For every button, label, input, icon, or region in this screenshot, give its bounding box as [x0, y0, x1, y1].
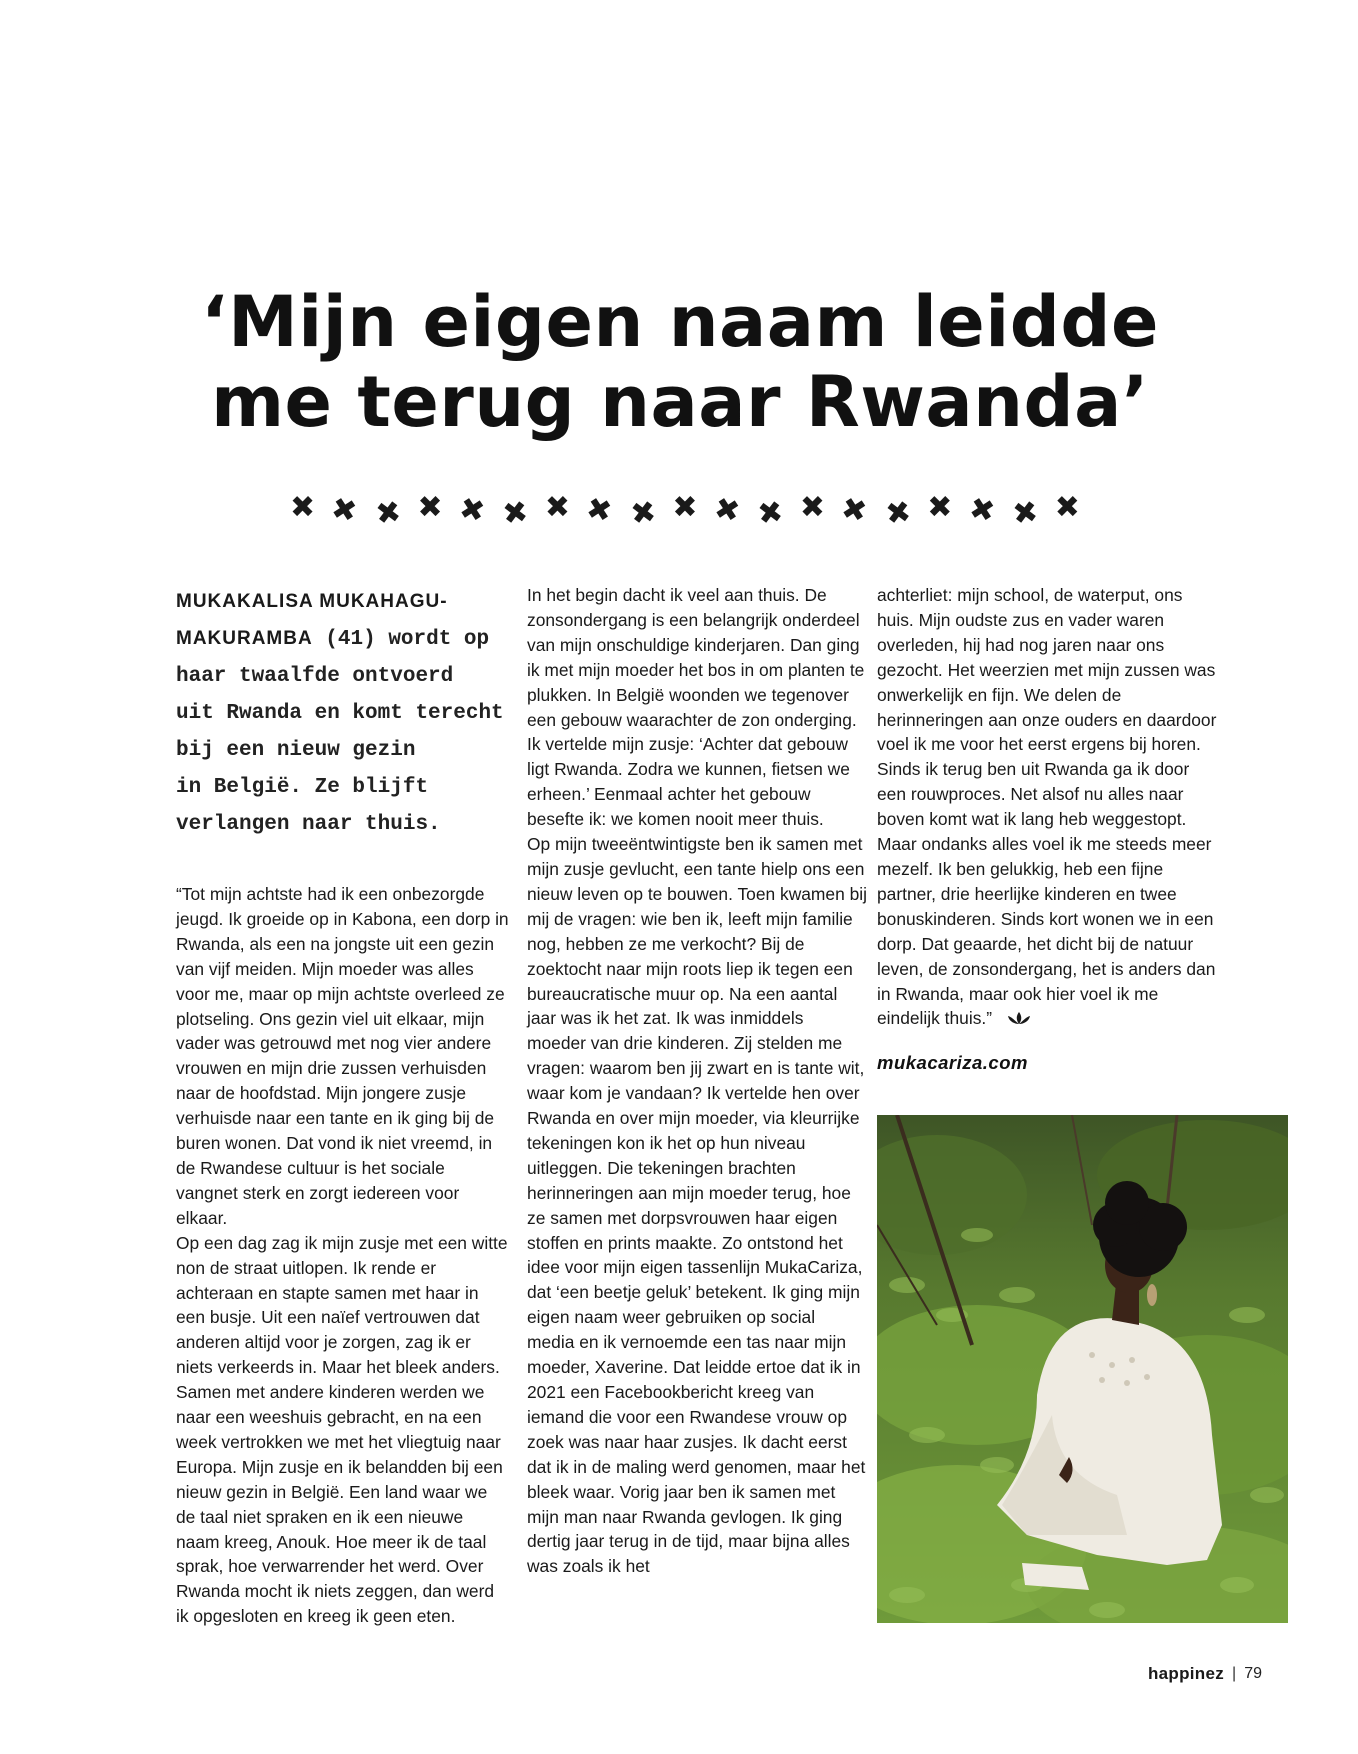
- paragraph: Op mijn tweeëntwintigste ben ik samen met mijn zusje gevlucht, een tante hielp ons een nieuw leven op te bouwen. Toen kwamen bij mij de vragen: wie ben ik, leeft mijn familie nog, hebben ze me verkocht? Bij de zoektocht naar mijn roots liep ik tegen een bureaucratische muur op. Na een aantal jaar was ik het zat. Ik was inmiddels moeder van drie kinderen. Zij stelden me vragen: waarom ben jij zwart en is tante wit, waar kom je vandaan? Ik vertelde hen over Rwanda en over mijn moeder, via kleurrijke tekeningen kon ik het op hun niveau uitleggen. Die tekeningen brachten herinneringen aan mijn moeder terug, hoe ze samen met dorpsvrouwen haar eigen stoffen en prints maakte. Zo ontstond het idee voor mijn eigen tassenlijn MukaCariza, dat ‘een beetje geluk’ betekent. Ik ging mijn eigen naam weer gebruiken op social media en ik vernoemde een tas naar mijn moeder, Xaverine. Dat leidde ertoe dat ik in 2021 een Facebookbericht kreeg van iemand die voor een Rwandese vrouw op zoek was naar haar zusjes. Ik dacht eerst dat ik in de maling werd genomen, maar het bleek waar. Vorig jaar ben ik samen met mijn man naar Rwanda gevlogen. Ik ging dertig jaar terug in de tijd, maar bijna alles was zoals ik het: [527, 834, 867, 1577]
- cross-stitch-icon: ✖: [373, 494, 404, 533]
- headline-line-2: me terug naar Rwanda’: [211, 361, 1149, 443]
- cross-stitch-icon: ✖: [1054, 490, 1080, 525]
- intro-name: MAKURAMBA: [176, 628, 313, 649]
- footer-separator: |: [1232, 1665, 1237, 1682]
- intro-text: in België. Ze blijft: [176, 776, 429, 799]
- cross-stitch-icon: ✖: [500, 494, 531, 533]
- page-number: 79: [1244, 1665, 1262, 1682]
- magazine-brand: happinez: [1147, 1664, 1225, 1683]
- paragraph: Op een dag zag ik mijn zusje met een witte non de straat uitlopen. Ik rende er achteraan en stapte samen met haar in een busje. Uit een naïef vertrouwen dat anderen altijd voor je zorgen, zag ik er niets verkeerds in. Maar het bleek anders. Samen met andere kinderen werden we naar een weeshuis gebracht, en na een week vertrokken we met het vliegtuig naar Europa. Mijn zusje en ik belandden bij een nieuw gezin in België. Een land waar we de taal niet spraken en ik een nieuwe naam kreeg, Anouk. Hoe meer ik de taal sprak, hoe verwarrender het werd. Over Rwanda mocht ik niets zeggen, dan werd ik opgesloten en kreeg ik geen eten.: [176, 1232, 508, 1627]
- cross-stitch-icon: ✖: [965, 490, 998, 531]
- portrait-photo: [877, 1115, 1288, 1623]
- cross-stitch-icon: ✖: [799, 490, 825, 525]
- column-3: [877, 583, 1217, 1032]
- cross-stitch-icon: ✖: [628, 494, 659, 533]
- column-1: [176, 882, 511, 1629]
- cross-stitch-icon: ✖: [838, 490, 871, 531]
- intro-text: verlangen naar thuis.: [176, 813, 441, 836]
- paragraph: “Tot mijn achtste had ik een onbezorgde jeugd. Ik groeide op in Kabona, een dorp in Rwanda, als een na jongste uit een gezin van vijf meiden. Mijn moeder was alles voor me, maar op mijn achtste overleed ze plotseling. Ons gezin viel uit elkaar, mijn vader was getrouwd met nog vier andere vrouwen en mijn drie zussen verhuisden naar de hoofdstad. Mijn jongere zusje verhuisde naar een tante en ik ging bij de buren wonen. Dat vond ik niet vreemd, in de Rwandese cultuur is het sociale vangnet sterk en zorgt iedereen voor elkaar.: [176, 884, 509, 1228]
- intro-name: MUKAKALISA MUKAHAGU-: [176, 591, 448, 612]
- intro-text: haar twaalfde ontvoerd: [176, 665, 454, 688]
- cross-stitch-icon: ✖: [290, 490, 316, 525]
- cross-stitch-icon: ✖: [755, 494, 786, 533]
- cross-stitch-icon: ✖: [328, 490, 361, 531]
- cross-stitch-icon: ✖: [927, 490, 953, 525]
- cross-stitch-icon: ✖: [883, 494, 914, 533]
- intro-text: uit Rwanda en komt terecht: [176, 702, 504, 725]
- cross-stitch-icon: ✖: [544, 490, 571, 525]
- paragraph: In het begin dacht ik veel aan thuis. De zonsondergang is een belangrijk onderdeel van mijn onschuldige kinderjaren. Dan ging ik met mijn moeder het bos in om planten te plukken. In België woonden we tegenover een gebouw waarachter de zon onderging. Ik vertelde mijn zusje: ‘Achter dat gebouw ligt Rwanda. Zodra we kunnen, fietsen we erheen.’ Eenmaal achter het gebouw besefte ik: we komen nooit meer thuis.: [527, 585, 865, 830]
- cross-stitch-icon: ✖: [456, 490, 488, 531]
- paragraph: [877, 583, 1217, 1032]
- website-link[interactable]: mukacariza.com: [877, 1052, 1028, 1073]
- intro-text: (41) wordt op: [312, 628, 490, 651]
- headline: [140, 282, 1220, 442]
- cross-stitch-divider: [290, 488, 1080, 533]
- lotus-icon: [1006, 1007, 1032, 1032]
- intro-text: bij een nieuw gezin: [176, 739, 416, 762]
- cross-stitch-icon: ✖: [710, 490, 743, 531]
- cross-stitch-icon: ✖: [583, 490, 616, 531]
- headline-line-1: ‘Mijn eigen naam leidde: [201, 281, 1159, 363]
- column-2: [527, 583, 867, 1579]
- cross-stitch-icon: ✖: [672, 490, 698, 525]
- page-footer: [1148, 1664, 1262, 1684]
- cross-stitch-icon: ✖: [417, 490, 443, 525]
- cross-stitch-icon: ✖: [1010, 494, 1041, 533]
- intro-lead: [176, 583, 511, 843]
- paragraph-text: achterliet: mijn school, de waterput, ons huis. Mijn oudste zus en vader waren overleden, hij had nog jaren naar ons gezocht. Het weerzien met mijn zussen was onwerkelijk en fijn. We delen de herinneringen aan onze ouders en daardoor voel ik me voor het eerst ergens bij horen. Sinds ik terug ben uit Rwanda ga ik door een rouwproces. Net alsof nu alles naar boven komt wat ik lang heb weggestopt. Maar ondanks alles voel ik me steeds meer mezelf. Ik ben gelukkig, heb een fijne partner, drie heerlijke kinderen en twee bonuskinderen. Sinds kort wonen we in een dorp. Dat geaarde, het dicht bij de natuur leven, de zonsondergang, het is anders dan in Rwanda, maar ook hier voel ik me eindelijk thuis.”: [877, 585, 1217, 1029]
